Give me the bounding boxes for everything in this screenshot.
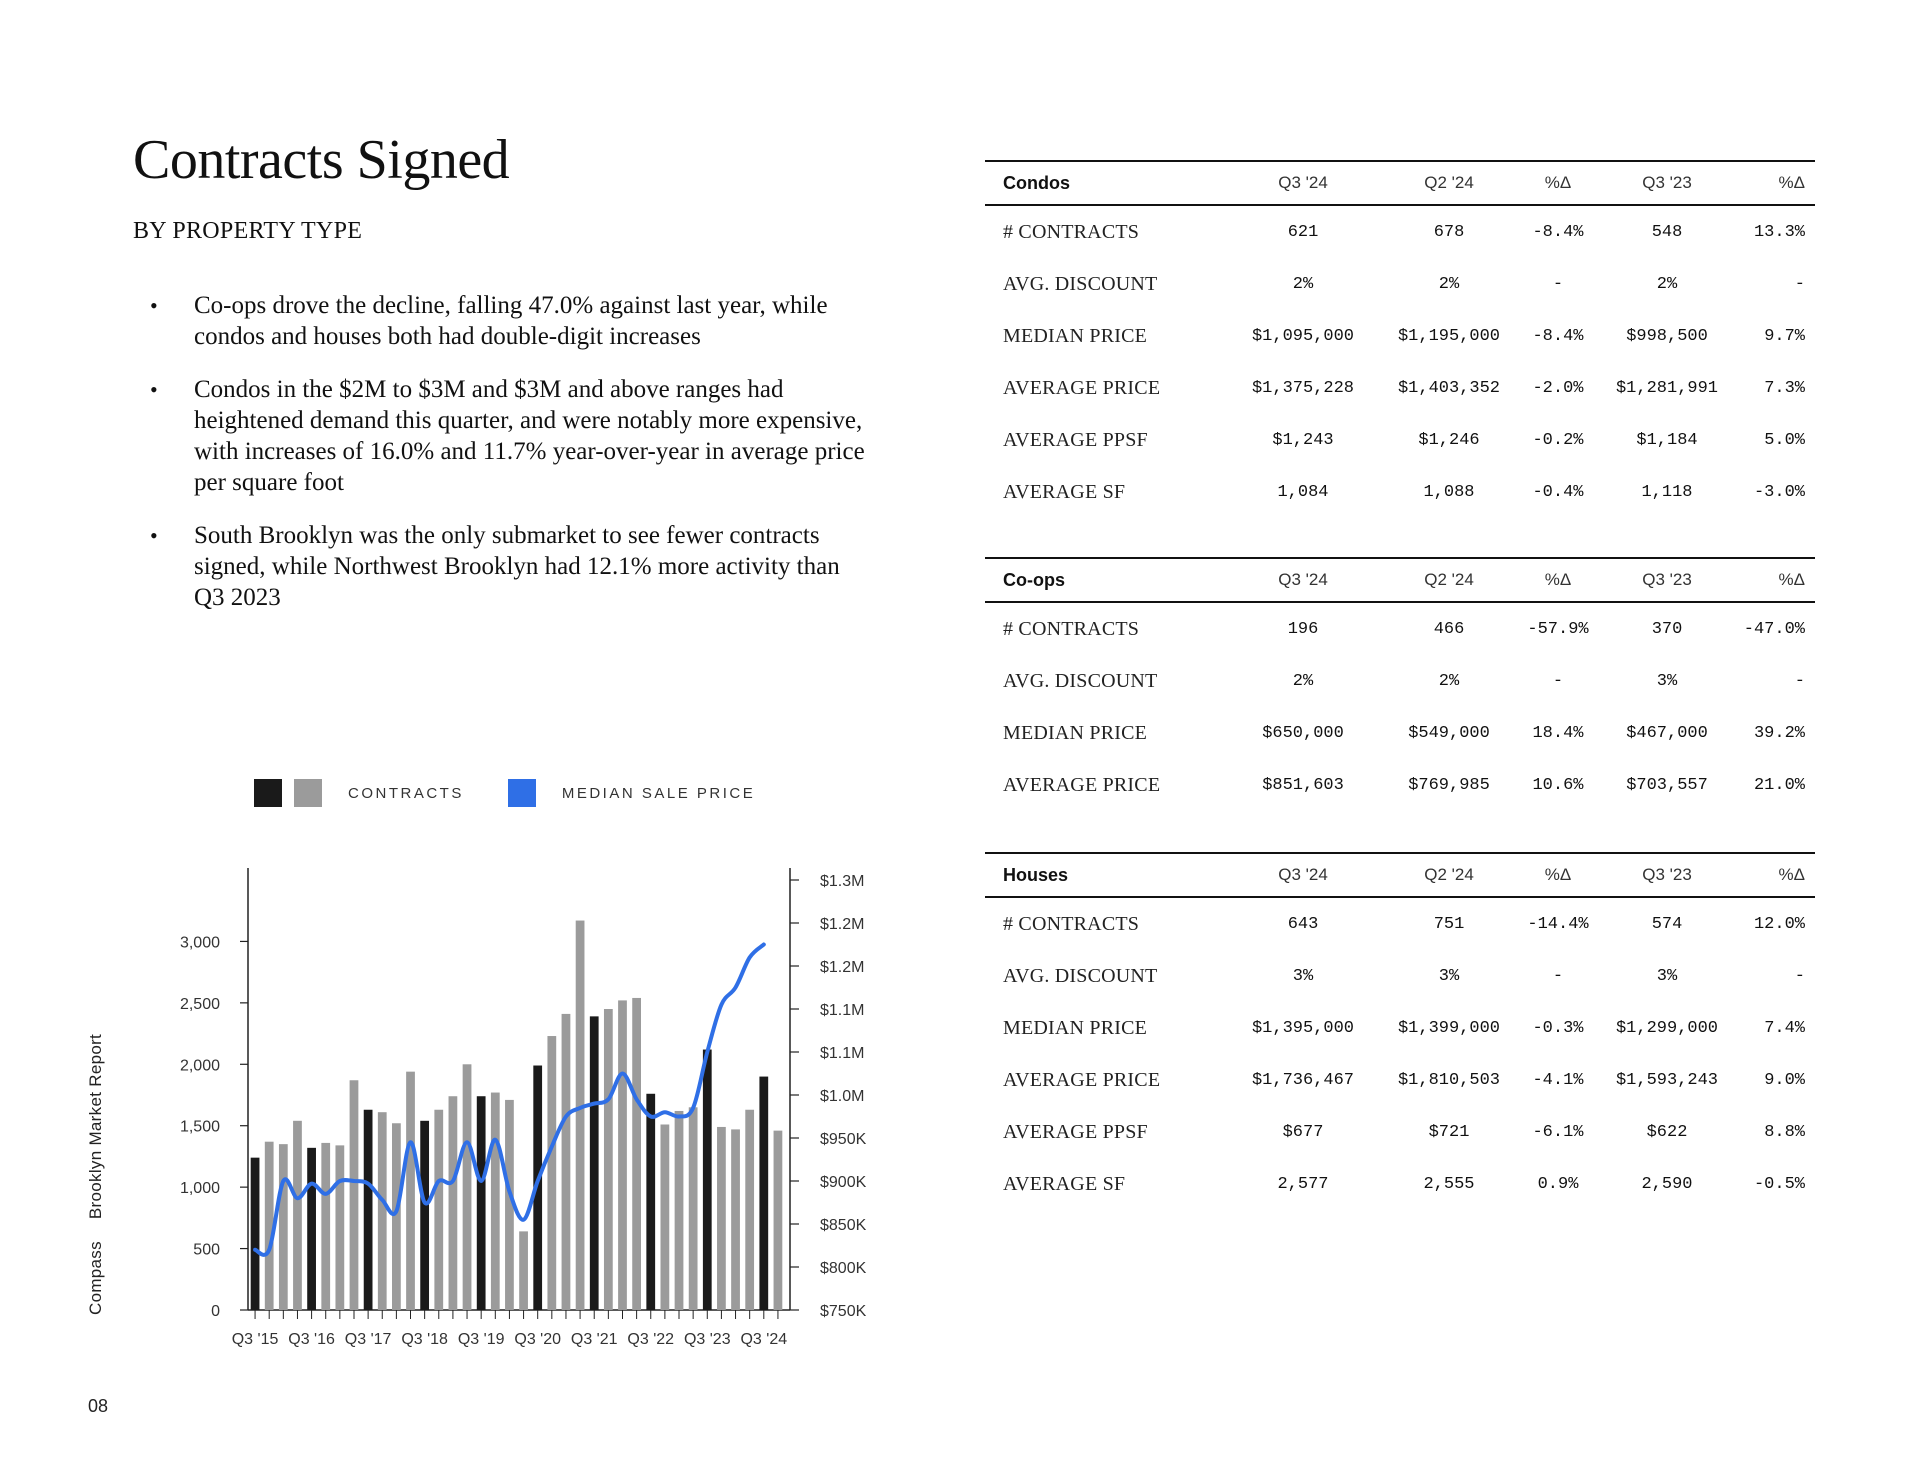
table-cell: $677: [1282, 1122, 1324, 1142]
x-tick-label: Q3 '21: [570, 1331, 618, 1348]
page-subtitle: BY PROPERTY TYPE: [133, 218, 363, 244]
column-header: Q3 '24: [1278, 865, 1328, 884]
table-cell: -47.0%: [1743, 619, 1805, 639]
left-tick-label: 1,000: [179, 1180, 220, 1198]
side-report-title: Brooklyn Market Report: [86, 1033, 105, 1220]
column-header: %Δ: [1544, 173, 1572, 192]
table-row: [985, 655, 1815, 707]
table-cell: 3%: [1292, 966, 1314, 986]
table-title: Co-ops: [1003, 569, 1065, 590]
contracts-bar: [307, 1148, 316, 1310]
legend-contracts-label: CONTRACTS: [348, 784, 464, 802]
table-cell: 0.9%: [1537, 1174, 1579, 1194]
table-cell: 2,590: [1641, 1174, 1693, 1194]
row-label: # CONTRACTS: [1003, 912, 1140, 935]
table-cell: $1,810,503: [1397, 1070, 1501, 1090]
table-cell: 1,088: [1423, 482, 1475, 502]
table-cell: $1,246: [1418, 430, 1480, 450]
table-cell: -: [1552, 274, 1564, 294]
table-cell: 643: [1287, 914, 1319, 934]
contracts-bar: [703, 1050, 712, 1310]
contracts-bar: [477, 1096, 486, 1310]
contracts-bar: [265, 1142, 274, 1310]
row-label: AVG. DISCOUNT: [1003, 964, 1158, 987]
table-cell: $1,243: [1272, 430, 1334, 450]
row-label: AVERAGE PPSF: [1003, 1120, 1148, 1143]
x-tick-label: Q3 '19: [457, 1331, 505, 1348]
column-header: Q3 '23: [1642, 865, 1692, 884]
right-tick-label: $1.3M: [820, 873, 865, 890]
contracts-bar: [519, 1231, 528, 1310]
x-tick-label: Q3 '22: [627, 1331, 675, 1348]
table-row: [985, 414, 1815, 466]
column-header: Q3 '23: [1642, 173, 1692, 192]
table-cell: 2,577: [1277, 1174, 1329, 1194]
coops-table: [985, 557, 1815, 811]
table-header: [985, 557, 1815, 603]
contracts-bar: [576, 921, 585, 1310]
row-label: MEDIAN PRICE: [1003, 721, 1148, 744]
left-tick-label: 500: [193, 1241, 220, 1259]
contracts-bar: [420, 1121, 429, 1310]
table-header: [985, 852, 1815, 898]
row-label: AVG. DISCOUNT: [1003, 669, 1158, 692]
x-tick-label: Q3 '20: [514, 1331, 562, 1348]
contracts-bar: [434, 1110, 443, 1310]
row-label: AVERAGE SF: [1003, 480, 1126, 503]
table-row: [985, 466, 1815, 518]
contracts-bar: [392, 1123, 401, 1310]
contracts-bar: [491, 1093, 500, 1310]
table-row: [985, 759, 1815, 811]
left-tick-label: 3,000: [179, 934, 220, 952]
table-title: Condos: [1003, 172, 1070, 193]
column-header: Q2 '24: [1424, 865, 1474, 884]
row-label: MEDIAN PRICE: [1003, 1016, 1148, 1039]
table-row: [985, 258, 1815, 310]
table-cell: -8.4%: [1532, 222, 1584, 242]
contracts-bar: [406, 1072, 415, 1310]
left-tick-label: 0: [211, 1303, 220, 1320]
page-title: Contracts Signed: [133, 129, 510, 191]
key-point-text: Co-ops drove the decline, falling 47.0% against last year, while condos and houses both had double-digit increases: [194, 292, 828, 350]
contracts-bar: [279, 1144, 288, 1310]
column-header: Q3 '24: [1278, 173, 1328, 192]
right-tick-label: $750K: [820, 1303, 867, 1320]
table-cell: -6.1%: [1532, 1122, 1584, 1142]
row-label: AVERAGE PPSF: [1003, 428, 1148, 451]
table-cell: 2%: [1292, 274, 1314, 294]
row-label: AVERAGE SF: [1003, 1172, 1126, 1195]
contracts-bar: [618, 1000, 627, 1310]
column-header: %Δ: [1778, 865, 1805, 884]
table-cell: 13.3%: [1753, 222, 1805, 242]
right-tick-label: $1.1M: [820, 1002, 865, 1019]
contracts-bar: [717, 1127, 726, 1310]
table-cell: $1,736,467: [1251, 1070, 1355, 1090]
key-point: [150, 520, 870, 613]
table-cell: 2%: [1438, 671, 1460, 691]
table-cell: -2.0%: [1532, 378, 1584, 398]
column-header: %Δ: [1544, 570, 1572, 589]
column-header: Q2 '24: [1424, 570, 1474, 589]
table-cell: 751: [1433, 914, 1465, 934]
column-header: Q3 '23: [1642, 570, 1692, 589]
column-header: %Δ: [1778, 570, 1805, 589]
column-header: Q3 '24: [1278, 570, 1328, 589]
table-cell: 10.6%: [1532, 775, 1584, 795]
bullet-icon: •: [150, 377, 158, 402]
row-label: AVERAGE PRICE: [1003, 773, 1161, 796]
table-cell: -3.0%: [1753, 482, 1805, 502]
table-row: [985, 950, 1815, 1002]
side-caption: [86, 1034, 106, 1315]
table-cell: 3%: [1656, 671, 1678, 691]
contracts-bar: [632, 998, 641, 1310]
table-cell: 2%: [1292, 671, 1314, 691]
table-cell: 21.0%: [1753, 775, 1805, 795]
table-row: [985, 1106, 1815, 1158]
table-row: [985, 603, 1815, 655]
table-cell: 621: [1287, 222, 1319, 242]
table-cell: -: [1552, 966, 1564, 986]
table-cell: -0.3%: [1532, 1018, 1584, 1038]
contracts-bar: [661, 1124, 670, 1310]
table-cell: 466: [1433, 619, 1465, 639]
table-row: [985, 310, 1815, 362]
x-tick-label: Q3 '16: [288, 1331, 335, 1348]
row-label: AVG. DISCOUNT: [1003, 272, 1158, 295]
table-cell: -4.1%: [1532, 1070, 1584, 1090]
column-header: Q2 '24: [1424, 173, 1474, 192]
contracts-bar: [378, 1112, 387, 1310]
x-tick-label: Q3 '23: [683, 1331, 731, 1348]
legend-median-label: MEDIAN SALE PRICE: [561, 784, 756, 802]
table-cell: $851,603: [1262, 775, 1344, 795]
table-row: [985, 707, 1815, 759]
table-cell: 370: [1651, 619, 1683, 639]
row-label: AVERAGE PRICE: [1003, 376, 1161, 399]
table-cell: $1,195,000: [1397, 326, 1501, 346]
table-cell: -0.5%: [1753, 1174, 1805, 1194]
table-cell: $721: [1428, 1122, 1470, 1142]
table-cell: 2,555: [1423, 1174, 1475, 1194]
left-tick-label: 2,000: [179, 1057, 220, 1075]
table-cell: 2%: [1438, 274, 1460, 294]
bullet-icon: •: [150, 523, 158, 548]
table-cell: 196: [1287, 619, 1319, 639]
table-cell: -0.2%: [1532, 430, 1584, 450]
row-label: # CONTRACTS: [1003, 617, 1140, 640]
table-cell: 18.4%: [1532, 723, 1584, 743]
contracts-bar: [689, 1107, 698, 1310]
side-brand: Compass: [86, 1241, 105, 1315]
x-tick-label: Q3 '24: [740, 1331, 788, 1348]
legend-swatch-other: [294, 779, 322, 807]
table-cell: -: [1794, 274, 1805, 294]
table-cell: $622: [1646, 1122, 1688, 1142]
table-cell: 1,118: [1641, 482, 1693, 502]
left-tick-label: 2,500: [179, 995, 220, 1013]
table-cell: 9.7%: [1764, 326, 1805, 346]
table-cell: $1,403,352: [1397, 378, 1501, 398]
key-point: [150, 290, 870, 352]
left-tick-label: 1,500: [179, 1118, 220, 1136]
column-header: %Δ: [1544, 865, 1572, 884]
table-cell: 8.8%: [1764, 1122, 1805, 1142]
table-cell: $1,095,000: [1251, 326, 1355, 346]
table-cell: -0.4%: [1532, 482, 1584, 502]
contracts-chart: [150, 860, 910, 1360]
table-cell: -8.4%: [1532, 326, 1584, 346]
contracts-bar: [364, 1110, 373, 1310]
table-cell: 3%: [1656, 966, 1678, 986]
contracts-bar: [463, 1064, 472, 1310]
table-row: [985, 362, 1815, 414]
table-cell: 9.0%: [1764, 1070, 1805, 1090]
bullet-icon: •: [150, 293, 158, 318]
table-row: [985, 898, 1815, 950]
table-cell: 3%: [1438, 966, 1460, 986]
right-tick-label: $800K: [820, 1260, 867, 1277]
contracts-bar: [731, 1129, 740, 1310]
table-cell: $1,395,000: [1251, 1018, 1355, 1038]
row-label: AVERAGE PRICE: [1003, 1068, 1161, 1091]
table-cell: 7.3%: [1764, 378, 1805, 398]
right-tick-label: $900K: [820, 1174, 867, 1191]
table-cell: 2%: [1656, 274, 1678, 294]
condos-table: [985, 160, 1815, 518]
chart-legend: [254, 779, 799, 807]
table-cell: $1,399,000: [1397, 1018, 1501, 1038]
table-cell: 39.2%: [1753, 723, 1805, 743]
table-cell: $1,184: [1636, 430, 1698, 450]
key-point-text: South Brooklyn was the only submarket to see fewer contracts signed, while Northwest Brooklyn had 12.1% more activity than Q3 2023: [194, 522, 840, 611]
table-cell: -: [1794, 671, 1805, 691]
x-tick-label: Q3 '17: [344, 1331, 392, 1348]
contracts-bar: [293, 1121, 302, 1310]
right-tick-label: $1.2M: [820, 959, 865, 976]
table-cell: $467,000: [1626, 723, 1708, 743]
column-header: %Δ: [1778, 173, 1805, 192]
table-title: Houses: [1003, 864, 1069, 885]
table-cell: $549,000: [1408, 723, 1490, 743]
table-cell: 678: [1433, 222, 1465, 242]
table-row: [985, 1158, 1815, 1210]
table-cell: 5.0%: [1764, 430, 1805, 450]
contracts-bar: [745, 1110, 754, 1310]
row-label: # CONTRACTS: [1003, 220, 1140, 243]
contracts-bar: [675, 1111, 684, 1310]
table-cell: 7.4%: [1764, 1018, 1805, 1038]
right-tick-label: $950K: [820, 1131, 867, 1148]
contracts-bar: [251, 1158, 260, 1310]
contracts-bar: [759, 1077, 768, 1310]
key-points-list: [150, 290, 870, 635]
table-row: [985, 1002, 1815, 1054]
table-cell: $769,985: [1408, 775, 1490, 795]
table-cell: $1,299,000: [1615, 1018, 1719, 1038]
contracts-bar: [335, 1145, 344, 1310]
x-tick-label: Q3 '18: [401, 1331, 448, 1348]
contracts-bar: [562, 1014, 571, 1310]
contracts-bar: [321, 1143, 330, 1310]
legend-swatch-q3: [254, 779, 282, 807]
table-row: [985, 1054, 1815, 1106]
table-cell: -14.4%: [1527, 914, 1589, 934]
table-cell: $650,000: [1262, 723, 1344, 743]
table-cell: $1,593,243: [1615, 1070, 1719, 1090]
right-tick-label: $1.2M: [820, 916, 865, 933]
contracts-bar: [590, 1016, 599, 1310]
table-cell: 548: [1651, 222, 1683, 242]
page-number: 08: [88, 1396, 109, 1416]
legend-swatch-median: [508, 779, 536, 807]
right-tick-label: $850K: [820, 1217, 867, 1234]
table-cell: 574: [1651, 914, 1683, 934]
table-cell: $1,281,991: [1615, 378, 1719, 398]
right-tick-label: $1.1M: [820, 1045, 865, 1062]
table-cell: 12.0%: [1753, 914, 1805, 934]
houses-table: [985, 852, 1815, 1210]
key-point: [150, 374, 870, 498]
contracts-bar: [350, 1080, 359, 1310]
contracts-bar: [449, 1096, 458, 1310]
key-point-text: Condos in the $2M to $3M and $3M and above ranges had heightened demand this quarter, and were notably more expensive, with increases of 16.0% and 11.7% year-over-year in average price per square foot: [194, 376, 865, 496]
table-cell: -: [1794, 966, 1805, 986]
table-cell: 1,084: [1277, 482, 1329, 502]
contracts-bar: [774, 1131, 783, 1310]
contracts-bar: [547, 1036, 556, 1310]
contracts-bar: [604, 1009, 613, 1310]
right-tick-label: $1.0M: [820, 1088, 865, 1105]
table-row: [985, 206, 1815, 258]
table-cell: $998,500: [1626, 326, 1708, 346]
table-cell: -57.9%: [1527, 619, 1589, 639]
table-cell: $1,375,228: [1251, 378, 1355, 398]
table-cell: $703,557: [1626, 775, 1708, 795]
table-header: [985, 160, 1815, 206]
x-tick-label: Q3 '15: [231, 1331, 279, 1348]
contracts-bar: [646, 1094, 655, 1310]
table-cell: -: [1552, 671, 1564, 691]
row-label: MEDIAN PRICE: [1003, 324, 1148, 347]
